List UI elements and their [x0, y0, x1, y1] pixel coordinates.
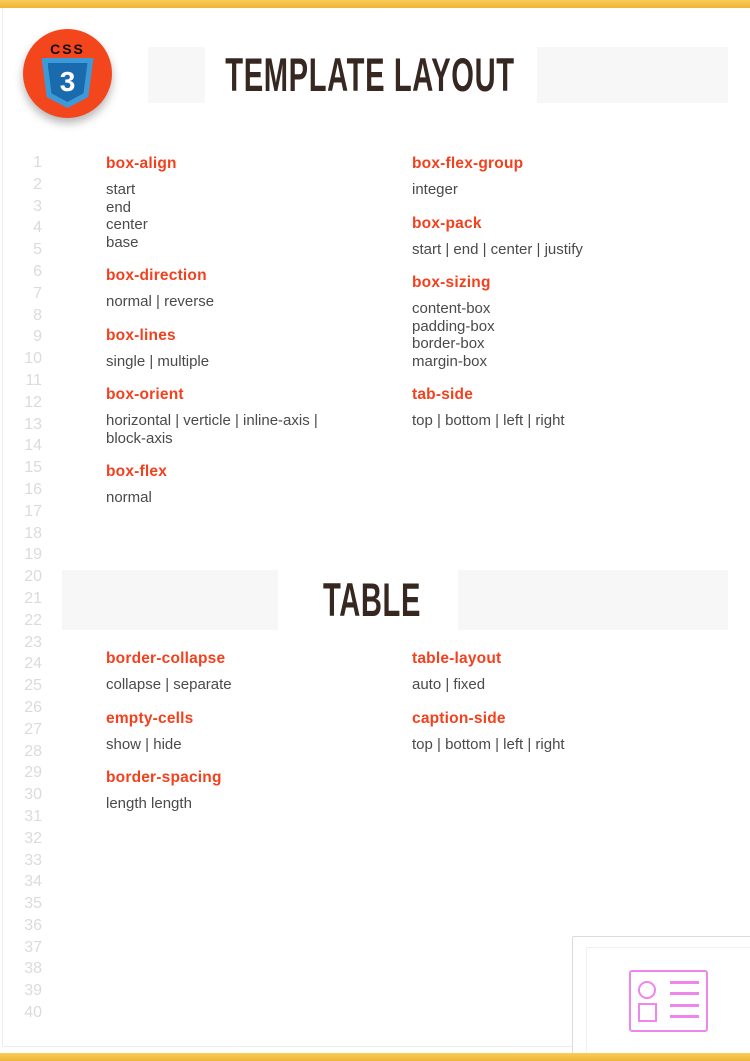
css3-badge-icon	[23, 29, 112, 118]
property-value: top | bottom | left | right	[412, 735, 565, 753]
property-value: end	[106, 198, 132, 216]
icon-square	[638, 1003, 657, 1022]
property-value: margin-box	[412, 352, 488, 370]
property-value: horizontal | verticle | inline-axis | block-axis	[106, 412, 318, 447]
property-name: table-layout	[412, 650, 502, 667]
line-number: 35	[24, 895, 42, 913]
icon-line	[670, 1004, 699, 1007]
property-values	[412, 676, 672, 694]
property-value: border-box	[412, 335, 485, 352]
property-entry	[412, 710, 672, 754]
line-number: 38	[24, 960, 42, 978]
property-entry	[106, 769, 346, 813]
line-number: 17	[24, 502, 42, 520]
property-value: length length	[106, 795, 192, 812]
property-values	[106, 676, 346, 694]
section-title-template-layout: TEMPLATE LAYOUT	[225, 48, 515, 101]
property-name: box-align	[106, 155, 177, 172]
property-entry	[106, 463, 334, 507]
property-value: center	[106, 216, 148, 233]
property-entry	[106, 267, 334, 311]
icon-line	[670, 1015, 699, 1018]
property-name: box-direction	[106, 267, 207, 284]
line-number: 9	[33, 328, 42, 346]
header-placeholder-box	[537, 47, 728, 103]
property-value: normal | reverse	[106, 293, 215, 310]
property-name: tab-side	[412, 386, 474, 403]
logo-css-label: CSS	[50, 41, 85, 57]
property-entry	[106, 650, 346, 694]
property-entry	[106, 386, 334, 447]
property-values	[412, 181, 672, 199]
property-value: base	[106, 233, 139, 251]
property-entry	[106, 327, 334, 371]
line-number-column	[0, 152, 42, 1024]
line-number: 32	[24, 829, 42, 847]
property-values	[106, 795, 346, 813]
property-values	[412, 736, 672, 754]
top-accent-bar	[0, 0, 750, 8]
line-number: 20	[24, 568, 42, 586]
section-title-table: TABLE	[322, 573, 422, 626]
line-number: 16	[24, 480, 42, 498]
line-number: 34	[24, 873, 42, 891]
property-value: top | bottom | left | right	[412, 412, 565, 429]
line-number: 29	[24, 764, 42, 782]
line-number: 25	[24, 677, 42, 695]
property-entry	[412, 650, 672, 694]
line-number: 12	[24, 393, 42, 411]
line-number: 26	[24, 698, 42, 716]
property-name: box-pack	[412, 214, 482, 232]
section-column-left	[106, 650, 346, 829]
property-values	[106, 412, 334, 447]
line-number: 13	[24, 415, 42, 433]
line-number: 39	[24, 982, 42, 1000]
line-number: 22	[24, 611, 42, 629]
property-name: box-orient	[106, 386, 184, 403]
bottom-accent-bar	[0, 1053, 750, 1061]
line-number: 24	[24, 655, 42, 673]
line-number: 33	[24, 851, 42, 869]
section-column-right	[412, 155, 672, 446]
logo-number-label: 3	[59, 66, 76, 97]
property-values	[106, 489, 334, 507]
property-value: show | hide	[106, 735, 182, 753]
line-number: 11	[25, 371, 42, 389]
line-number: 21	[24, 589, 42, 607]
line-number: 2	[33, 175, 42, 193]
line-number: 3	[33, 197, 42, 215]
property-value: integer	[412, 181, 458, 198]
line-number: 19	[24, 546, 42, 564]
line-number: 1	[33, 154, 42, 171]
property-value: start	[106, 181, 136, 198]
property-values	[106, 736, 346, 754]
property-name: box-sizing	[412, 274, 491, 291]
line-number: 8	[33, 306, 42, 324]
line-number: 10	[24, 350, 42, 368]
css3-shield-icon	[42, 58, 94, 108]
icon-line	[670, 992, 699, 995]
property-value: padding-box	[412, 317, 495, 335]
line-number: 6	[33, 262, 42, 280]
property-value: single | multiple	[106, 352, 210, 370]
line-number: 40	[24, 1004, 42, 1022]
line-number: 36	[24, 916, 42, 934]
line-number: 30	[24, 786, 42, 804]
icon-line	[670, 981, 699, 984]
property-value: start | end | center | justify	[412, 240, 583, 258]
property-value: auto | fixed	[412, 676, 486, 693]
icon-circle	[638, 981, 656, 999]
section-column-right	[412, 650, 672, 769]
property-values	[412, 300, 672, 370]
line-number: 7	[33, 284, 42, 302]
property-entry	[106, 155, 334, 251]
property-name: box-flex	[106, 463, 168, 480]
property-entry	[412, 274, 672, 370]
property-entry	[412, 155, 672, 199]
property-values	[106, 181, 334, 251]
line-number: 5	[33, 241, 42, 259]
property-values	[412, 412, 672, 430]
property-name: box-lines	[106, 326, 176, 344]
property-name: box-flex-group	[412, 155, 524, 172]
property-values	[106, 353, 334, 371]
header-placeholder-box	[458, 570, 728, 630]
line-number: 14	[24, 437, 42, 455]
property-entry	[412, 215, 672, 259]
line-number: 4	[33, 219, 42, 237]
property-entry	[412, 386, 672, 430]
property-value: collapse | separate	[106, 676, 232, 693]
property-value: normal	[106, 489, 152, 506]
section-column-left	[106, 155, 334, 523]
line-number: 31	[24, 807, 42, 825]
line-number: 18	[24, 524, 42, 542]
line-number: 28	[24, 742, 42, 760]
property-name: border-spacing	[106, 769, 222, 786]
line-number: 37	[24, 938, 42, 956]
property-entry	[106, 710, 346, 754]
line-number: 27	[24, 720, 42, 738]
property-values	[106, 293, 334, 311]
template-card-icon	[629, 970, 708, 1032]
property-value: content-box	[412, 300, 491, 317]
line-number: 15	[24, 459, 42, 477]
property-name: empty-cells	[106, 709, 194, 727]
property-name: border-collapse	[106, 650, 226, 667]
line-number: 23	[24, 633, 42, 651]
property-values	[412, 241, 672, 259]
property-name: caption-side	[412, 709, 506, 727]
